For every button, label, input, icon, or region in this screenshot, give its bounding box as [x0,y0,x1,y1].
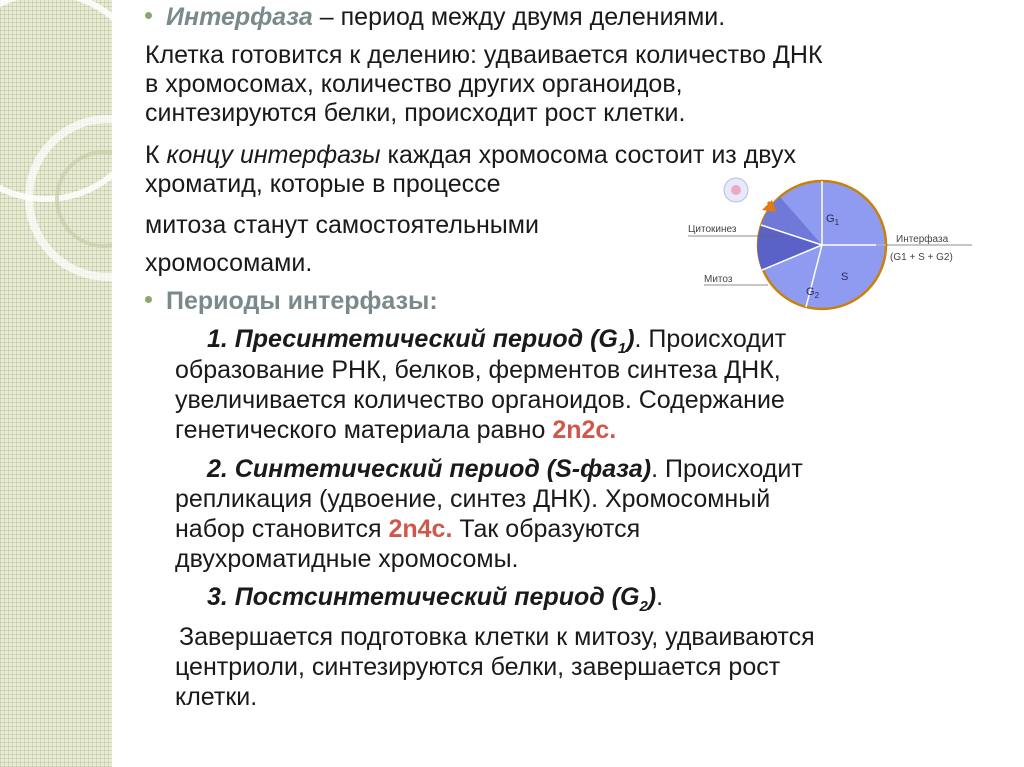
period1-title: 1. Пресинтетический период $(G_1)$ [207,325,635,357]
bullet-dot-icon [145,296,152,303]
period3-text: . [656,583,664,611]
label-cytokinesis: Цитокинез [688,224,737,235]
period1-line3: увеличивается количество органоидов. Содержание [175,386,785,414]
period3-line1 [207,584,663,620]
periods-heading: Периоды интерфазы: [166,287,438,315]
para2-line1 [145,142,796,168]
label-interphase-sub: (G1 + S + G2) [890,252,953,263]
period2-line1 [207,456,803,482]
period1-text: . Происходит [634,325,787,353]
para2-post: каждая хромосома состоит из двух [380,141,797,169]
period3-title: 3. Постсинтетический период $(G_2)$ [207,583,657,615]
nucleus-icon [731,185,741,195]
period2-title: 2. Синтетический период (S-фаза) [207,455,652,483]
para2-line2: хроматид, которые в процессе [145,170,501,198]
period1-line4: генетического материала равно 2n2c. [175,416,617,444]
label-interphase: Интерфаза [896,234,949,245]
bullet-interphase [145,4,725,30]
period3-line3: центриоли, синтезируются белки, завершается рост [175,653,781,681]
cell-cycle-diagram [676,170,986,320]
label-s: S [841,271,849,283]
para2-italic: концу интерфазы [166,141,381,169]
para1-line3: синтезируются белки, происходит рост клетки. [145,99,686,127]
period2-line4: двухроматидные хромосомы. [175,545,519,573]
period2-line3: набор становится 2n4c. Так образуются [175,515,641,543]
period1-line2: образование РНК, белков, ферментов синтеза ДНК, [175,356,781,384]
formula-2n4c: 2n4c. [388,515,453,543]
bullet-periods [145,288,438,314]
definition-text: – период между двумя делениями. [312,3,726,31]
bullet-dot-icon [145,12,152,19]
para2-pre: К [145,141,167,169]
label-mitosis: Митоз [704,274,733,285]
para2-line3: митоза станут самостоятельными [145,211,539,239]
label-g2: $G_2$ [806,286,820,300]
label-g1: $G_1$ [826,213,840,227]
para2-line4: хромосомами. [145,249,313,277]
para1-line2: в хромосомах, количество других органоидов, [145,70,683,98]
formula-2n2c: 2n2c. [552,416,617,444]
period3-line2: Завершается подготовка клетки к митозу, удваиваются [179,623,815,651]
decorative-side-panel [0,0,112,767]
term-interphase: Интерфаза [166,3,313,31]
period2-text: . Происходит [651,455,803,483]
period2-line2: репликация (удвоение, синтез ДНК). Хромосомный [175,485,771,513]
para1-line1: Клетка готовится к делению: удваивается количество ДНК [145,41,823,69]
period3-line4: клетки. [175,683,258,711]
